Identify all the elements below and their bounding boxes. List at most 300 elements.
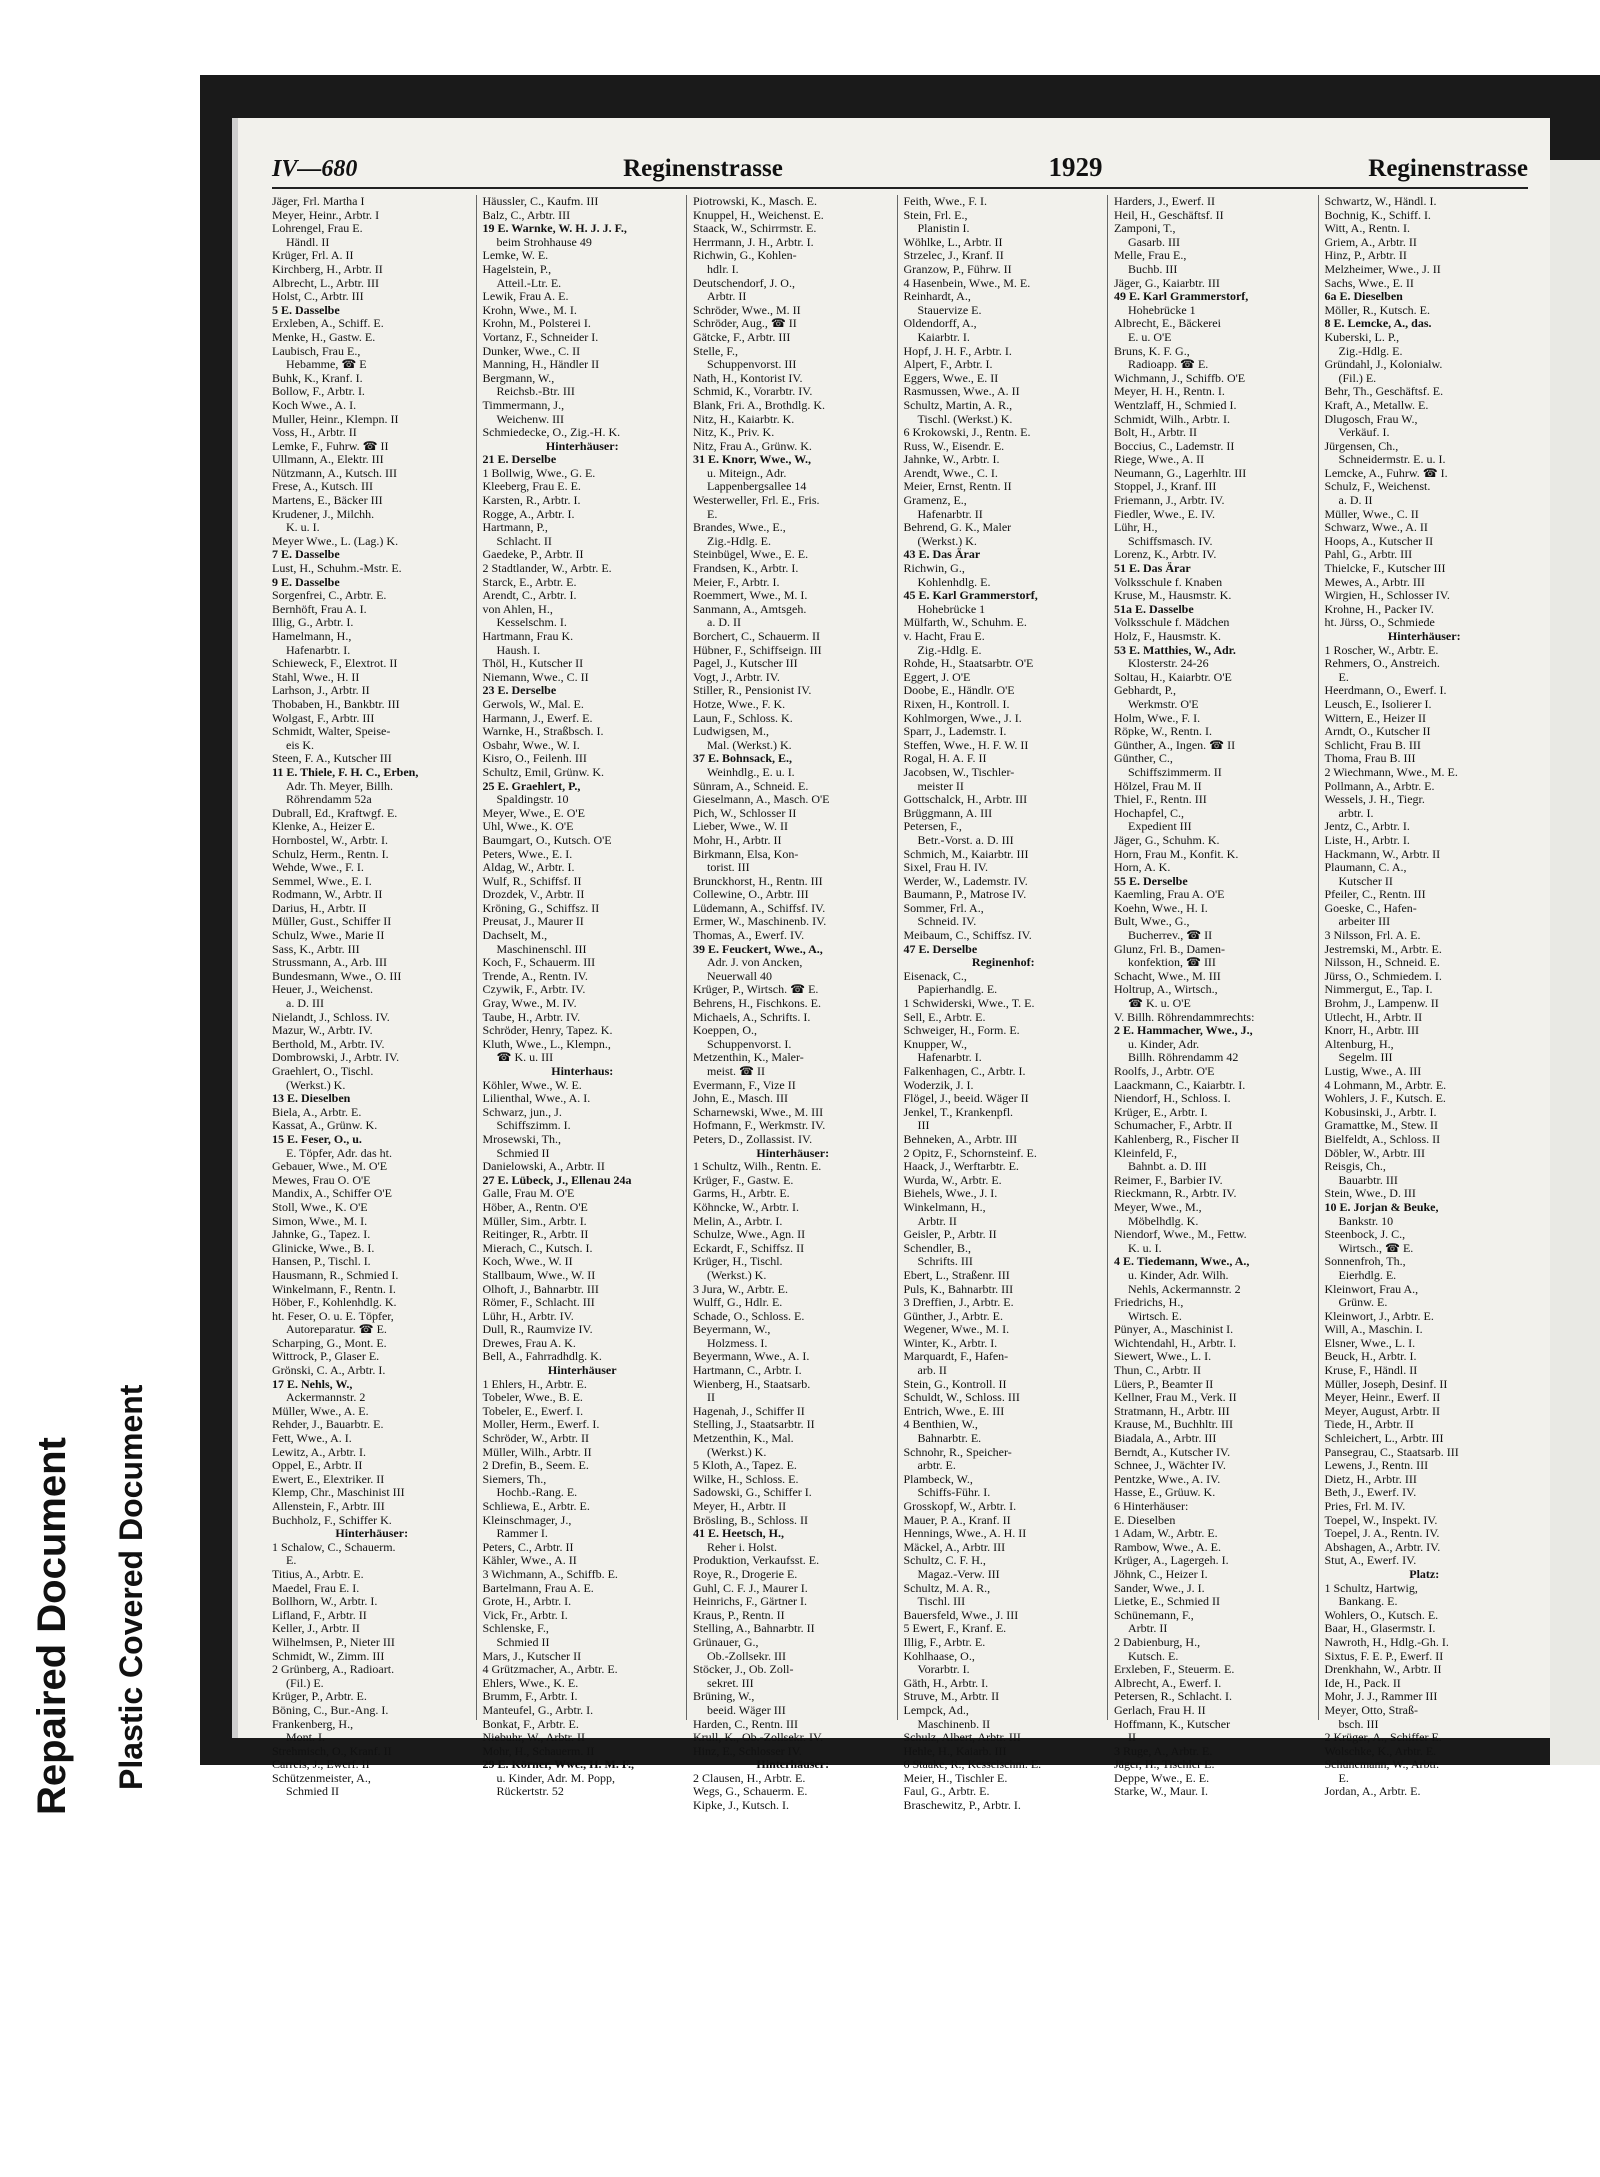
directory-entry: Rohde, H., Staatsarbtr. O'E: [903, 656, 1034, 671]
directory-entry-continuation: Hebamme, ☎ E: [286, 357, 367, 372]
directory-entry-continuation: Ackermannstr. 2: [286, 1390, 366, 1405]
directory-column-1: [272, 194, 477, 1799]
directory-entry: Buhk, K., Kranf. I.: [272, 370, 363, 385]
directory-entry: 6 Hinterhäuser:: [1114, 1499, 1189, 1513]
directory-entry: Schade, O., Schloss. E.: [693, 1308, 805, 1323]
directory-entry-continuation: Arbtr. II: [917, 1213, 957, 1228]
directory-entry-continuation: Spaldingstr. 10: [496, 792, 569, 807]
directory-entry: Stoppel, J., Kranf. III: [1114, 479, 1217, 494]
directory-entry: Wulff, G., Hdlr. E.: [693, 1295, 783, 1310]
directory-entry: Kipke, J., Kutsch. I.: [693, 1798, 789, 1813]
directory-entry: Thobaben, H., Bankbtr. III: [272, 696, 400, 711]
directory-entry: Kleeberg, Frau E. E.: [482, 479, 581, 494]
directory-entry: Peters, C., Arbtr. II: [482, 1539, 574, 1554]
directory-entry: Dlugosch, Frau W.,: [1324, 411, 1418, 426]
directory-entry: Gründahl, J., Kolonialw.: [1324, 357, 1443, 372]
directory-entry: Schultz, C. F. H.,: [903, 1553, 986, 1568]
directory-entry: Koehn, Wwe., H. I.: [1114, 900, 1208, 915]
directory-entry-continuation: Wirtsch., ☎ E.: [1338, 1240, 1414, 1255]
directory-entry: Griem, A., Arbtr. II: [1324, 234, 1417, 249]
directory-entry: Schultz, M. A. R.,: [903, 1580, 991, 1595]
directory-entry-continuation: arbtr. I.: [1338, 805, 1374, 820]
directory-entry: Hansen, P., Tischl. I.: [272, 1254, 371, 1269]
directory-entry: Schulz, F., Weichenst.: [1324, 479, 1431, 494]
directory-entry: Stelling, A., Bahnarbtr. II: [693, 1621, 815, 1636]
directory-entry: Thun, C., Arbtr. II: [1114, 1363, 1201, 1378]
directory-entry-continuation: (Fil.) E.: [1338, 370, 1377, 385]
directory-entry: Lüdemann, A., Schiffsf. IV.: [693, 900, 826, 915]
directory-entry-continuation: konfektion, ☎ III: [1128, 955, 1216, 970]
directory-entry: Kobusinski, J., Arbtr. I.: [1324, 1104, 1437, 1119]
house-number-entry: 45 E. Karl Grammerstorf,: [903, 588, 1038, 603]
directory-entry: Kleinfeld, F.,: [1114, 1145, 1178, 1160]
directory-entry: Jäger, H., Tischler E.: [1114, 1757, 1215, 1772]
directory-entry: Bruns, K. F. G.,: [1114, 343, 1190, 358]
directory-entry: Bollow, F., Arbtr. I.: [272, 384, 365, 399]
directory-entry: 2 Stadtlander, W., Arbtr. E.: [482, 561, 612, 576]
directory-entry: Ewert, E., Elextriker. II: [272, 1471, 385, 1486]
directory-entry: Klemp, Chr., Maschinist III: [272, 1485, 405, 1500]
plastic-covered-document-label: Plastic Covered Document: [113, 1384, 149, 1790]
directory-entry: Schultz, Martin, A. R.,: [903, 397, 1013, 412]
directory-entry: Müller, Gust., Schiffer II: [272, 914, 392, 929]
house-number-entry: 13 E. Dieselben: [272, 1091, 351, 1106]
directory-entry-continuation: Reichsb.-Btr. III: [496, 384, 575, 399]
directory-columns: [272, 194, 1528, 1813]
directory-entry: Sorgenfrei, C., Arbtr. E.: [272, 588, 387, 603]
directory-entry: Jahnke, G., Tapez. I.: [272, 1227, 371, 1242]
directory-entry: Petersen, R., Schlacht. I.: [1114, 1689, 1232, 1704]
directory-entry: 2 Dabienburg, H.,: [1114, 1634, 1201, 1649]
directory-entry: Berthold, M., Arbtr. IV.: [272, 1036, 385, 1051]
directory-entry-continuation: Möbelhdlg. K.: [1128, 1213, 1199, 1228]
directory-entry: 4 Hasenbein, Wwe., M. E.: [903, 275, 1031, 290]
directory-entry: Schützenmeister, A.,: [272, 1770, 371, 1785]
directory-entry-continuation: ☎ K. u. O'E: [1128, 996, 1191, 1011]
directory-entry-continuation: Grünw. E.: [1338, 1295, 1388, 1310]
directory-entry: Osbahr, Wwe., W. I.: [482, 737, 580, 752]
directory-entry-continuation: Stauervize E.: [917, 302, 982, 317]
directory-entry: Stahl, Wwe., H. II: [272, 669, 360, 684]
directory-entry: Gramenz, E.,: [903, 493, 967, 508]
directory-entry: 1 Ehlers, H., Arbtr. E.: [482, 1376, 587, 1391]
directory-entry: Krüger, E., Arbtr. I.: [1114, 1104, 1208, 1119]
directory-entry: Siemers, Th.,: [482, 1471, 547, 1486]
directory-entry: Brösling, B., Schloss. II: [693, 1512, 809, 1527]
directory-entry: Mandix, A., Schiffer O'E: [272, 1186, 392, 1201]
directory-entry: 2 Clausen, H., Arbtr. E.: [693, 1770, 806, 1785]
directory-entry: Laubisch, Frau E.,: [272, 343, 361, 358]
house-number-entry: 2 E. Hammacher, Wwe., J.,: [1114, 1023, 1253, 1038]
directory-entry-continuation: Expedient III: [1128, 819, 1192, 834]
directory-entry: Leusch, E., Isolierer I.: [1324, 696, 1432, 711]
directory-entry: Kraus, P., Rentn. II: [693, 1607, 785, 1622]
directory-entry: Vick, Fr., Arbtr. I.: [482, 1607, 568, 1622]
directory-column-2: [482, 194, 688, 1799]
directory-entry-continuation: Zig.-Hdlg. E.: [707, 533, 771, 548]
directory-entry: Böning, C., Bur.-Ang. I.: [272, 1702, 389, 1717]
directory-entry: Moller, Herm., Ewerf. I.: [482, 1417, 600, 1432]
directory-entry: Albrecht, A., Ewerf. I.: [1114, 1675, 1222, 1690]
directory-entry: Oppel, E., Arbtr. II: [272, 1458, 363, 1473]
directory-entry: Dietz, H., Arbtr. III: [1324, 1471, 1417, 1486]
directory-entry: Heuer, J., Weichenst.: [272, 982, 373, 997]
directory-entry: Struve, M., Arbtr. II: [903, 1689, 1000, 1704]
house-number-entry: 10 E. Jorjan & Beuke,: [1324, 1199, 1439, 1214]
directory-entry: Hartmann, P.,: [482, 520, 548, 535]
directory-entry: Kleinschmager, J.,: [482, 1512, 572, 1527]
directory-entry: Frankenberg, H.,: [272, 1716, 354, 1731]
directory-entry: Möller, R., Kutsch. E.: [1324, 302, 1431, 317]
directory-entry: Tiede, H., Arbtr. II: [1324, 1417, 1414, 1432]
page-number: IV—680: [272, 156, 358, 182]
directory-entry: Abshagen, A., Arbtr. IV.: [1324, 1539, 1441, 1554]
directory-entry: Nilsson, H., Schneid. E.: [1324, 955, 1440, 970]
directory-entry: Mazur, W., Arbtr. IV.: [272, 1023, 373, 1038]
directory-entry: Schlenske, F.,: [482, 1621, 549, 1636]
directory-entry: Sünram, A., Schneid. E.: [693, 778, 809, 793]
directory-entry: Gätcke, F., Arbtr. III: [693, 329, 791, 344]
directory-entry-continuation: u. Miteign., Adr.: [707, 465, 787, 480]
directory-entry-continuation: Verkäuf. I.: [1338, 425, 1390, 440]
section-heading: Hinterhäuser:: [756, 1757, 830, 1772]
directory-entry: Braschewitz, P., Arbtr. I.: [903, 1798, 1021, 1813]
directory-entry: Roemmert, Wwe., M. I.: [693, 588, 808, 603]
directory-entry: Günther, C.,: [1114, 751, 1173, 766]
directory-entry: 3 Ruge, A., Arbtr. E.: [1114, 1743, 1213, 1758]
directory-entry: Kruse, F., Händl. II: [1324, 1363, 1418, 1378]
directory-entry-continuation: Schuppenvorst. I.: [707, 1036, 792, 1051]
directory-entry: Hartmann, C., Arbtr. I.: [693, 1363, 802, 1378]
directory-entry-continuation: Weichenw. III: [496, 411, 565, 426]
directory-entry-continuation: Tischl. (Werkst.) K.: [917, 411, 1013, 426]
directory-entry-continuation: Arbtr. II: [1128, 1621, 1168, 1636]
adjacent-page-edge: [1550, 160, 1600, 1765]
directory-entry-continuation: bsch. III: [1338, 1716, 1379, 1731]
house-number-entry: 51a E. Dasselbe: [1114, 601, 1194, 616]
directory-entry: Schieweck, F., Elextrot. II: [272, 656, 398, 671]
house-number-entry: 11 E. Thiele, F. H. C., Erben,: [272, 764, 419, 779]
directory-entry: Starke, W., Maur. I.: [1114, 1784, 1208, 1799]
directory-entry-continuation: Hohebrücke 1: [917, 601, 986, 616]
directory-entry: Eisenack, C.,: [903, 968, 967, 983]
directory-entry: Rixen, H., Kontroll. I.: [903, 696, 1010, 711]
directory-entry: Volksschule f. Knaben: [1114, 574, 1223, 589]
directory-entry: Simon, Wwe., M. I.: [272, 1213, 368, 1228]
directory-entry: Köhncke, W., Arbtr. I.: [693, 1199, 799, 1214]
directory-entry: Lorenz, K., Arbtr. IV.: [1114, 547, 1217, 562]
directory-entry: Jäger, G., Kaiarbtr. III: [1114, 275, 1220, 290]
directory-entry: Steinbügel, Wwe., E. E.: [693, 547, 809, 562]
directory-entry: Heinrichs, F., Gärtner I.: [693, 1594, 808, 1609]
directory-entry: Puls, K., Bahnarbtr. III: [903, 1281, 1014, 1296]
directory-entry-continuation: Klosterstr. 24-26: [1128, 656, 1209, 671]
directory-entry-continuation: Mont. I.: [286, 1730, 325, 1745]
directory-entry-continuation: Planistin I.: [917, 221, 970, 236]
directory-entry: Schumacher, F., Arbtr. II: [1114, 1118, 1233, 1133]
directory-entry: Albrecht, E., Bäckerei: [1114, 316, 1221, 331]
directory-entry: Römer, F., Schlacht. III: [482, 1295, 595, 1310]
directory-entry: Arendt, Wwe., C. I.: [903, 465, 998, 480]
directory-entry: Flögel, J., beeid. Wäger II: [903, 1091, 1029, 1106]
directory-entry: Dubrall, Ed., Kraftwgf. E.: [272, 805, 398, 820]
directory-entry: Sonnenfroh, Th.,: [1324, 1254, 1406, 1269]
directory-entry-continuation: Schlacht. II: [496, 533, 552, 548]
directory-entry-continuation: a. D. II: [1338, 493, 1373, 508]
section-heading: Hinterhäuser:: [1387, 629, 1461, 643]
directory-entry: Czywik, F., Arbtr. IV.: [482, 982, 586, 997]
directory-entry: Pahl, G., Arbtr. III: [1324, 547, 1413, 562]
directory-page: [232, 118, 1550, 1813]
directory-entry: Kohlhaase, O.,: [903, 1648, 975, 1663]
directory-entry: Bartelmann, Frau A. E.: [482, 1580, 594, 1595]
directory-entry: Kirchberg, H., Arbtr. II: [272, 261, 383, 276]
directory-entry-continuation: III: [917, 1118, 930, 1133]
directory-entry: Mohr, J. J., Rammer III: [1324, 1689, 1438, 1704]
directory-entry: Müller, Wilh., Arbtr. II: [482, 1444, 592, 1459]
directory-entry: 2 Opitz, F., Schornsteinf. E.: [903, 1145, 1037, 1160]
directory-entry: Schröder, Wwe., M. II: [693, 302, 801, 317]
directory-entry-continuation: Kohlenhdlg. E.: [917, 574, 991, 589]
directory-entry: Lempck, Ad.,: [903, 1702, 969, 1717]
directory-entry: Meyer, Heinr., Arbtr. I: [272, 207, 380, 222]
directory-entry: Gerlach, Frau H. II: [1114, 1702, 1206, 1717]
directory-entry: Schünemann, F.,: [1114, 1607, 1194, 1622]
directory-entry: Nimmergut, E., Tap. I.: [1324, 982, 1433, 997]
directory-entry: Koch, F., Schauerm. III: [482, 955, 596, 970]
directory-entry: Trende, A., Rentn. IV.: [482, 968, 588, 983]
directory-entry: Meyer, Wwe., E. O'E: [482, 805, 585, 820]
directory-entry: Stöcker, J., Ob. Zoll-: [693, 1662, 794, 1677]
directory-entry: Koch Wwe., A. I.: [272, 397, 357, 412]
directory-entry-continuation: Adr. Th. Meyer, Billh.: [286, 778, 393, 793]
directory-entry: Niendorf, Wwe., M., Fettw.: [1114, 1227, 1247, 1242]
directory-entry-continuation: Arbtr. II: [707, 289, 747, 304]
directory-entry: Drenkhahn, W., Arbtr. II: [1324, 1662, 1442, 1677]
directory-entry-continuation: Bucherrev., ☎ II: [1128, 928, 1213, 943]
directory-entry: Rehder, J., Bauarbtr. E.: [272, 1417, 384, 1432]
directory-entry-continuation: Hafenarbtr. I.: [917, 1050, 982, 1065]
directory-entry: Feith, Wwe., F. I.: [903, 194, 987, 208]
directory-entry: von Ahlen, H.,: [482, 601, 553, 616]
directory-entry: Carrels, J., Ewerf. II: [272, 1757, 370, 1772]
directory-entry: Krohn, Wwe., M. I.: [482, 302, 577, 317]
directory-entry: Holst, C., Arbtr. III: [272, 289, 364, 304]
directory-entry: 3 Wichmann, A., Schiffb. E.: [482, 1566, 618, 1581]
directory-entry: Albrecht, L., Arbtr. III: [272, 275, 379, 290]
directory-entry-continuation: Eierhdlg. E.: [1338, 1267, 1397, 1282]
directory-entry: Schweiger, H., Form. E.: [903, 1023, 1020, 1038]
directory-entry-continuation: E. u. O'E: [1128, 329, 1172, 344]
directory-entry-continuation: beeid. Wäger III: [707, 1702, 786, 1717]
directory-entry: Schröder, Henry, Tapez. K.: [482, 1023, 613, 1038]
directory-entry: Sass, K., Arbtr. III: [272, 941, 360, 956]
house-number-entry: 39 E. Feuckert, Wwe., A.,: [693, 941, 823, 956]
directory-entry: Pries, Frl. M. IV.: [1324, 1499, 1406, 1513]
directory-entry: Riege, Wwe., A. II: [1114, 452, 1205, 467]
directory-entry: Behneken, A., Arbtr. III: [903, 1131, 1018, 1146]
directory-entry: Bollhorn, W., Arbtr. I.: [272, 1594, 378, 1609]
directory-entry: Sander, Wwe., J. I.: [1114, 1580, 1205, 1595]
directory-entry: Schwartz, W., Händl. I.: [1324, 194, 1437, 208]
directory-entry: Dombrowski, J., Arbtr. IV.: [272, 1050, 400, 1065]
directory-entry: Lilienthal, Wwe., A. I.: [482, 1091, 591, 1106]
directory-entry: Woderzik, J. I.: [903, 1077, 974, 1092]
directory-entry: Melin, A., Arbtr. I.: [693, 1213, 783, 1228]
directory-entry: Horn, Frau M., Konfit. K.: [1114, 846, 1239, 861]
directory-entry: Russ, W., Eisendr. E.: [903, 438, 1005, 453]
directory-entry: Beth, J., Ewerf. IV.: [1324, 1485, 1417, 1500]
directory-entry: Schmidt, Walter, Speise-: [272, 724, 391, 739]
directory-entry-continuation: Schiffsmasch. IV.: [1128, 533, 1213, 548]
directory-entry: Illig, F., Arbtr. E.: [903, 1634, 986, 1649]
directory-entry: John, E., Masch. III: [693, 1091, 788, 1106]
directory-entry: Schulz, Herm., Rentn. I.: [272, 846, 389, 861]
directory-entry: Baumann, P., Matrose IV.: [903, 887, 1027, 902]
directory-entry: Koch, Wwe., W. II: [482, 1254, 573, 1269]
directory-entry-continuation: (Werkst.) K.: [707, 1267, 767, 1282]
directory-entry: ht. Feser, O. u. E. Töpfer,: [272, 1308, 394, 1323]
directory-entry: Preusat, J., Maurer II: [482, 914, 584, 929]
directory-entry: Schwarz, jun., J.: [482, 1104, 562, 1119]
directory-entry: Köhler, Wwe., W. E.: [482, 1077, 582, 1092]
directory-entry: Eggers, Wwe., E. II: [903, 370, 999, 385]
house-number-entry: 8 E. Lemcke, A., das.: [1324, 316, 1432, 331]
directory-entry: Schmidt, W., Zimm. III: [272, 1648, 385, 1663]
directory-entry: Witt, A., Rentn. I.: [1324, 221, 1411, 236]
directory-entry: Keller, J., Arbtr. II: [272, 1621, 360, 1636]
directory-entry: Krohne, H., Packer IV.: [1324, 601, 1434, 616]
directory-entry: Rogal, H. A. F. II: [903, 751, 987, 766]
directory-entry-continuation: Schmied II: [496, 1145, 550, 1160]
house-number-entry: 55 E. Derselbe: [1114, 873, 1188, 888]
directory-entry: Schröder, W., Arbtr. II: [482, 1431, 590, 1446]
directory-entry-continuation: Schneid. IV.: [917, 914, 977, 929]
directory-entry: Nielandt, J., Schloss. IV.: [272, 1009, 390, 1024]
directory-entry: Knuppel, H., Weichenst. E.: [693, 207, 824, 222]
directory-entry: V. Billh. Röhrendammrechts:: [1114, 1009, 1255, 1024]
directory-entry: Müller, Wwe., C. II: [1324, 506, 1419, 521]
directory-entry: Wehde, Wwe., F. I.: [272, 860, 364, 875]
directory-entry: Mars, J., Kutscher II: [482, 1648, 582, 1663]
directory-entry-continuation: Rückertstr. 52: [496, 1784, 564, 1799]
directory-entry: Knorr, H., Arbtr. III: [1324, 1023, 1419, 1038]
street-title-right: Reginenstrasse: [1368, 155, 1528, 182]
directory-entry-continuation: meist. ☎ II: [707, 1064, 765, 1078]
directory-entry: Hochapfel, C.,: [1114, 805, 1184, 820]
directory-entry: Strzelec, J., Kranf. II: [903, 248, 1004, 263]
directory-entry-continuation: arbeiter III: [1338, 914, 1391, 929]
directory-entry: Plambeck, W.,: [903, 1471, 973, 1486]
directory-entry-continuation: a. D. II: [707, 615, 741, 630]
directory-entry: Sparr, J., Lademstr. I.: [903, 724, 1007, 739]
directory-entry: Meier, Ernst, Rentn. II: [903, 479, 1012, 494]
directory-entry: Hennings, Wwe., A. H. II: [903, 1526, 1027, 1541]
directory-entry: Richwin, G., Kohlen-: [693, 248, 797, 263]
directory-entry-continuation: II: [1128, 1730, 1136, 1745]
directory-entry: Kassat, A., Grünw. K.: [272, 1118, 378, 1133]
directory-entry: Eggert, J. O'E: [903, 669, 971, 684]
directory-entry: Menke, H., Gastw. E.: [272, 329, 376, 344]
directory-entry: 1 Adam, W., Arbtr. E.: [1114, 1526, 1218, 1541]
directory-entry: Wolschke, K., Arbtr. E.: [1324, 1743, 1437, 1758]
directory-entry: Brumm, F., Arbtr. I.: [482, 1689, 578, 1704]
directory-entry: Liste, H., Arbtr. I.: [1324, 832, 1410, 847]
directory-entry: Günther, J., Arbtr. E.: [903, 1308, 1004, 1323]
directory-entry: Meyer, August, Arbtr. II: [1324, 1403, 1441, 1418]
directory-entry: Schmich, M., Kaiarbtr. III: [903, 846, 1029, 861]
house-number-entry: 25 E. Graehlert, P.,: [482, 778, 581, 793]
directory-entry: Kellner, Frau M., Verk. II: [1114, 1390, 1237, 1405]
directory-entry: Plaumann, C. A.,: [1324, 860, 1407, 875]
house-number-entry: 31 E. Knorr, Wwe., W.,: [693, 452, 812, 467]
directory-entry: Galle, Frau M. O'E: [482, 1186, 575, 1201]
directory-entry-continuation: Tischl. III: [917, 1594, 966, 1609]
directory-entry: Jahnke, W., Arbtr. I.: [903, 452, 1000, 467]
directory-entry: Doobe, E., Händlr. O'E: [903, 683, 1015, 698]
house-number-entry: 7 E. Dasselbe: [272, 547, 340, 562]
directory-entry: Gerwols, W., Mal. E.: [482, 696, 584, 711]
directory-entry: Kaemling, Frau A. O'E: [1114, 887, 1225, 902]
directory-entry: 4 Lohmann, M., Arbtr. E.: [1324, 1077, 1447, 1092]
house-number-entry: 6a E. Dieselben: [1324, 289, 1403, 304]
directory-entry: Wöhlke, L., Arbtr. II: [903, 234, 1003, 249]
directory-entry: Brüning, W.,: [693, 1689, 755, 1704]
directory-entry-continuation: Bahnarbtr. E.: [917, 1431, 982, 1446]
directory-entry: Frese, A., Kutsch. III: [272, 479, 373, 494]
house-number-entry: 27 E. Lübeck, J., Ellenau 24a: [482, 1172, 632, 1187]
directory-entry: Sanmann, A., Amtsgeh.: [693, 601, 807, 616]
directory-entry: Strussmann, A., Arb. III: [272, 955, 387, 970]
directory-entry: Schliewa, E., Arbtr. E.: [482, 1499, 590, 1513]
directory-entry: Mäckel, A., Arbtr. III: [903, 1539, 1006, 1554]
directory-entry: Krull, K., Ob.-Zollsekr. IV.: [693, 1730, 824, 1745]
directory-entry: Jäger, G., Schuhm. K.: [1114, 832, 1220, 847]
directory-entry: Piotrowski, K., Masch. E.: [693, 194, 817, 208]
directory-entry: Danielowski, A., Arbtr. II: [482, 1159, 605, 1174]
directory-entry: Heil, H., Geschäftsf. II: [1114, 207, 1224, 222]
directory-entry: Grönski, C. A., Arbtr. I.: [272, 1363, 386, 1378]
directory-entry: Scharping, G., Mont. E.: [272, 1335, 387, 1350]
house-number-entry: 53 E. Matthies, W., Adr.: [1114, 642, 1236, 657]
directory-entry: Reimer, F., Barbier IV.: [1114, 1172, 1223, 1187]
directory-entry: Kohlmorgen, Wwe., J. I.: [903, 710, 1022, 725]
directory-entry: Roolfs, J., Arbtr. O'E: [1114, 1064, 1215, 1078]
directory-entry: Jestremski, M., Arbtr. E.: [1324, 941, 1442, 956]
directory-entry: 1 Bollwig, Wwe., G. E.: [482, 465, 596, 480]
directory-entry: Werder, W., Lademstr. IV.: [903, 873, 1028, 888]
directory-entry: Reitinger, R., Arbtr. II: [482, 1227, 589, 1242]
directory-entry: Uhl, Wwe., K. O'E: [482, 819, 574, 834]
directory-entry: Graehlert, O., Tischl.: [272, 1064, 374, 1078]
directory-entry: Gebhardt, P.,: [1114, 683, 1176, 698]
directory-entry-continuation: beim Strohhause 49: [496, 234, 592, 249]
directory-entry: Voss, H., Arbtr. II: [272, 425, 357, 440]
directory-entry-continuation: Vorarbtr. I.: [917, 1662, 970, 1677]
directory-entry: Schulze, Wwe., Agn. II: [693, 1227, 806, 1242]
house-number-entry: 51 E. Das Ärar: [1114, 561, 1191, 576]
directory-entry: Gebauer, Wwe., M. O'E: [272, 1159, 388, 1174]
directory-entry: Kisro, O., Feilenh. III: [482, 751, 587, 766]
directory-entry-continuation: u. Kinder, Adr. M. Popp,: [496, 1770, 616, 1785]
directory-entry: Steenbock, J. C.,: [1324, 1227, 1406, 1242]
directory-entry-continuation: Schmied II: [496, 1634, 550, 1649]
directory-entry: Ehlers, Wwe., K. E.: [482, 1675, 579, 1690]
directory-entry-continuation: Nehls, Ackermannstr. 2: [1128, 1281, 1241, 1296]
directory-entry: Wittern, E., Heizer II: [1324, 710, 1426, 725]
directory-entry: Bolt, H., Arbtr. II: [1114, 425, 1197, 440]
directory-entry: Borchert, C., Schauerm. II: [693, 629, 820, 643]
